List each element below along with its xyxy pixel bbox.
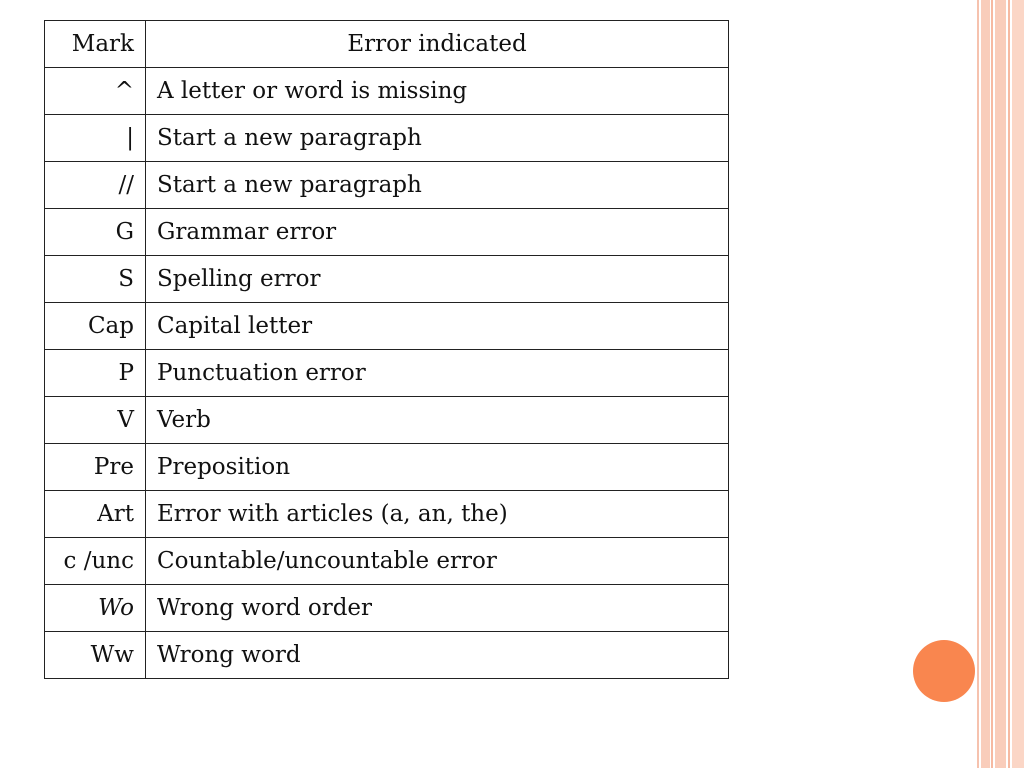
mark-cell: Art <box>45 491 146 538</box>
mark-cell: Wo <box>45 585 146 632</box>
error-cell: Start a new paragraph <box>146 115 729 162</box>
mark-cell: | <box>45 115 146 162</box>
decorative-circle <box>913 640 975 702</box>
mark-cell: V <box>45 397 146 444</box>
table-row <box>45 444 729 491</box>
table-row <box>45 256 729 303</box>
column-header-mark: Mark <box>45 21 146 68</box>
mark-cell: c /unc <box>45 538 146 585</box>
table-row <box>45 209 729 256</box>
mark-cell: G <box>45 209 146 256</box>
mark-cell: S <box>45 256 146 303</box>
table-row <box>45 68 729 115</box>
error-cell: Wrong word order <box>146 585 729 632</box>
table-header-row <box>45 21 729 68</box>
error-cell: Countable/uncountable error <box>146 538 729 585</box>
table-row <box>45 303 729 350</box>
error-cell: Grammar error <box>146 209 729 256</box>
decorative-stripe <box>1012 0 1024 768</box>
mark-cell: ^ <box>45 68 146 115</box>
error-cell: Capital letter <box>146 303 729 350</box>
table-row <box>45 162 729 209</box>
mark-cell: Cap <box>45 303 146 350</box>
mark-cell: P <box>45 350 146 397</box>
decorative-stripe <box>995 0 1006 768</box>
decorative-stripe <box>991 0 993 768</box>
mark-cell: Pre <box>45 444 146 491</box>
table-row <box>45 632 729 679</box>
table-row <box>45 397 729 444</box>
error-cell: Verb <box>146 397 729 444</box>
table-row <box>45 115 729 162</box>
table-row <box>45 585 729 632</box>
error-cell: A letter or word is missing <box>146 68 729 115</box>
error-cell: Start a new paragraph <box>146 162 729 209</box>
decorative-stripe <box>977 0 979 768</box>
decorative-stripe <box>1008 0 1010 768</box>
error-cell: Spelling error <box>146 256 729 303</box>
correction-marks-table <box>44 20 729 679</box>
table-row <box>45 350 729 397</box>
decorative-stripe <box>981 0 990 768</box>
mark-cell: Ww <box>45 632 146 679</box>
error-cell: Wrong word <box>146 632 729 679</box>
mark-cell: // <box>45 162 146 209</box>
error-cell: Preposition <box>146 444 729 491</box>
error-cell: Punctuation error <box>146 350 729 397</box>
table-row <box>45 538 729 585</box>
column-header-error: Error indicated <box>146 21 729 68</box>
table-row <box>45 491 729 538</box>
error-cell: Error with articles (a, an, the) <box>146 491 729 538</box>
